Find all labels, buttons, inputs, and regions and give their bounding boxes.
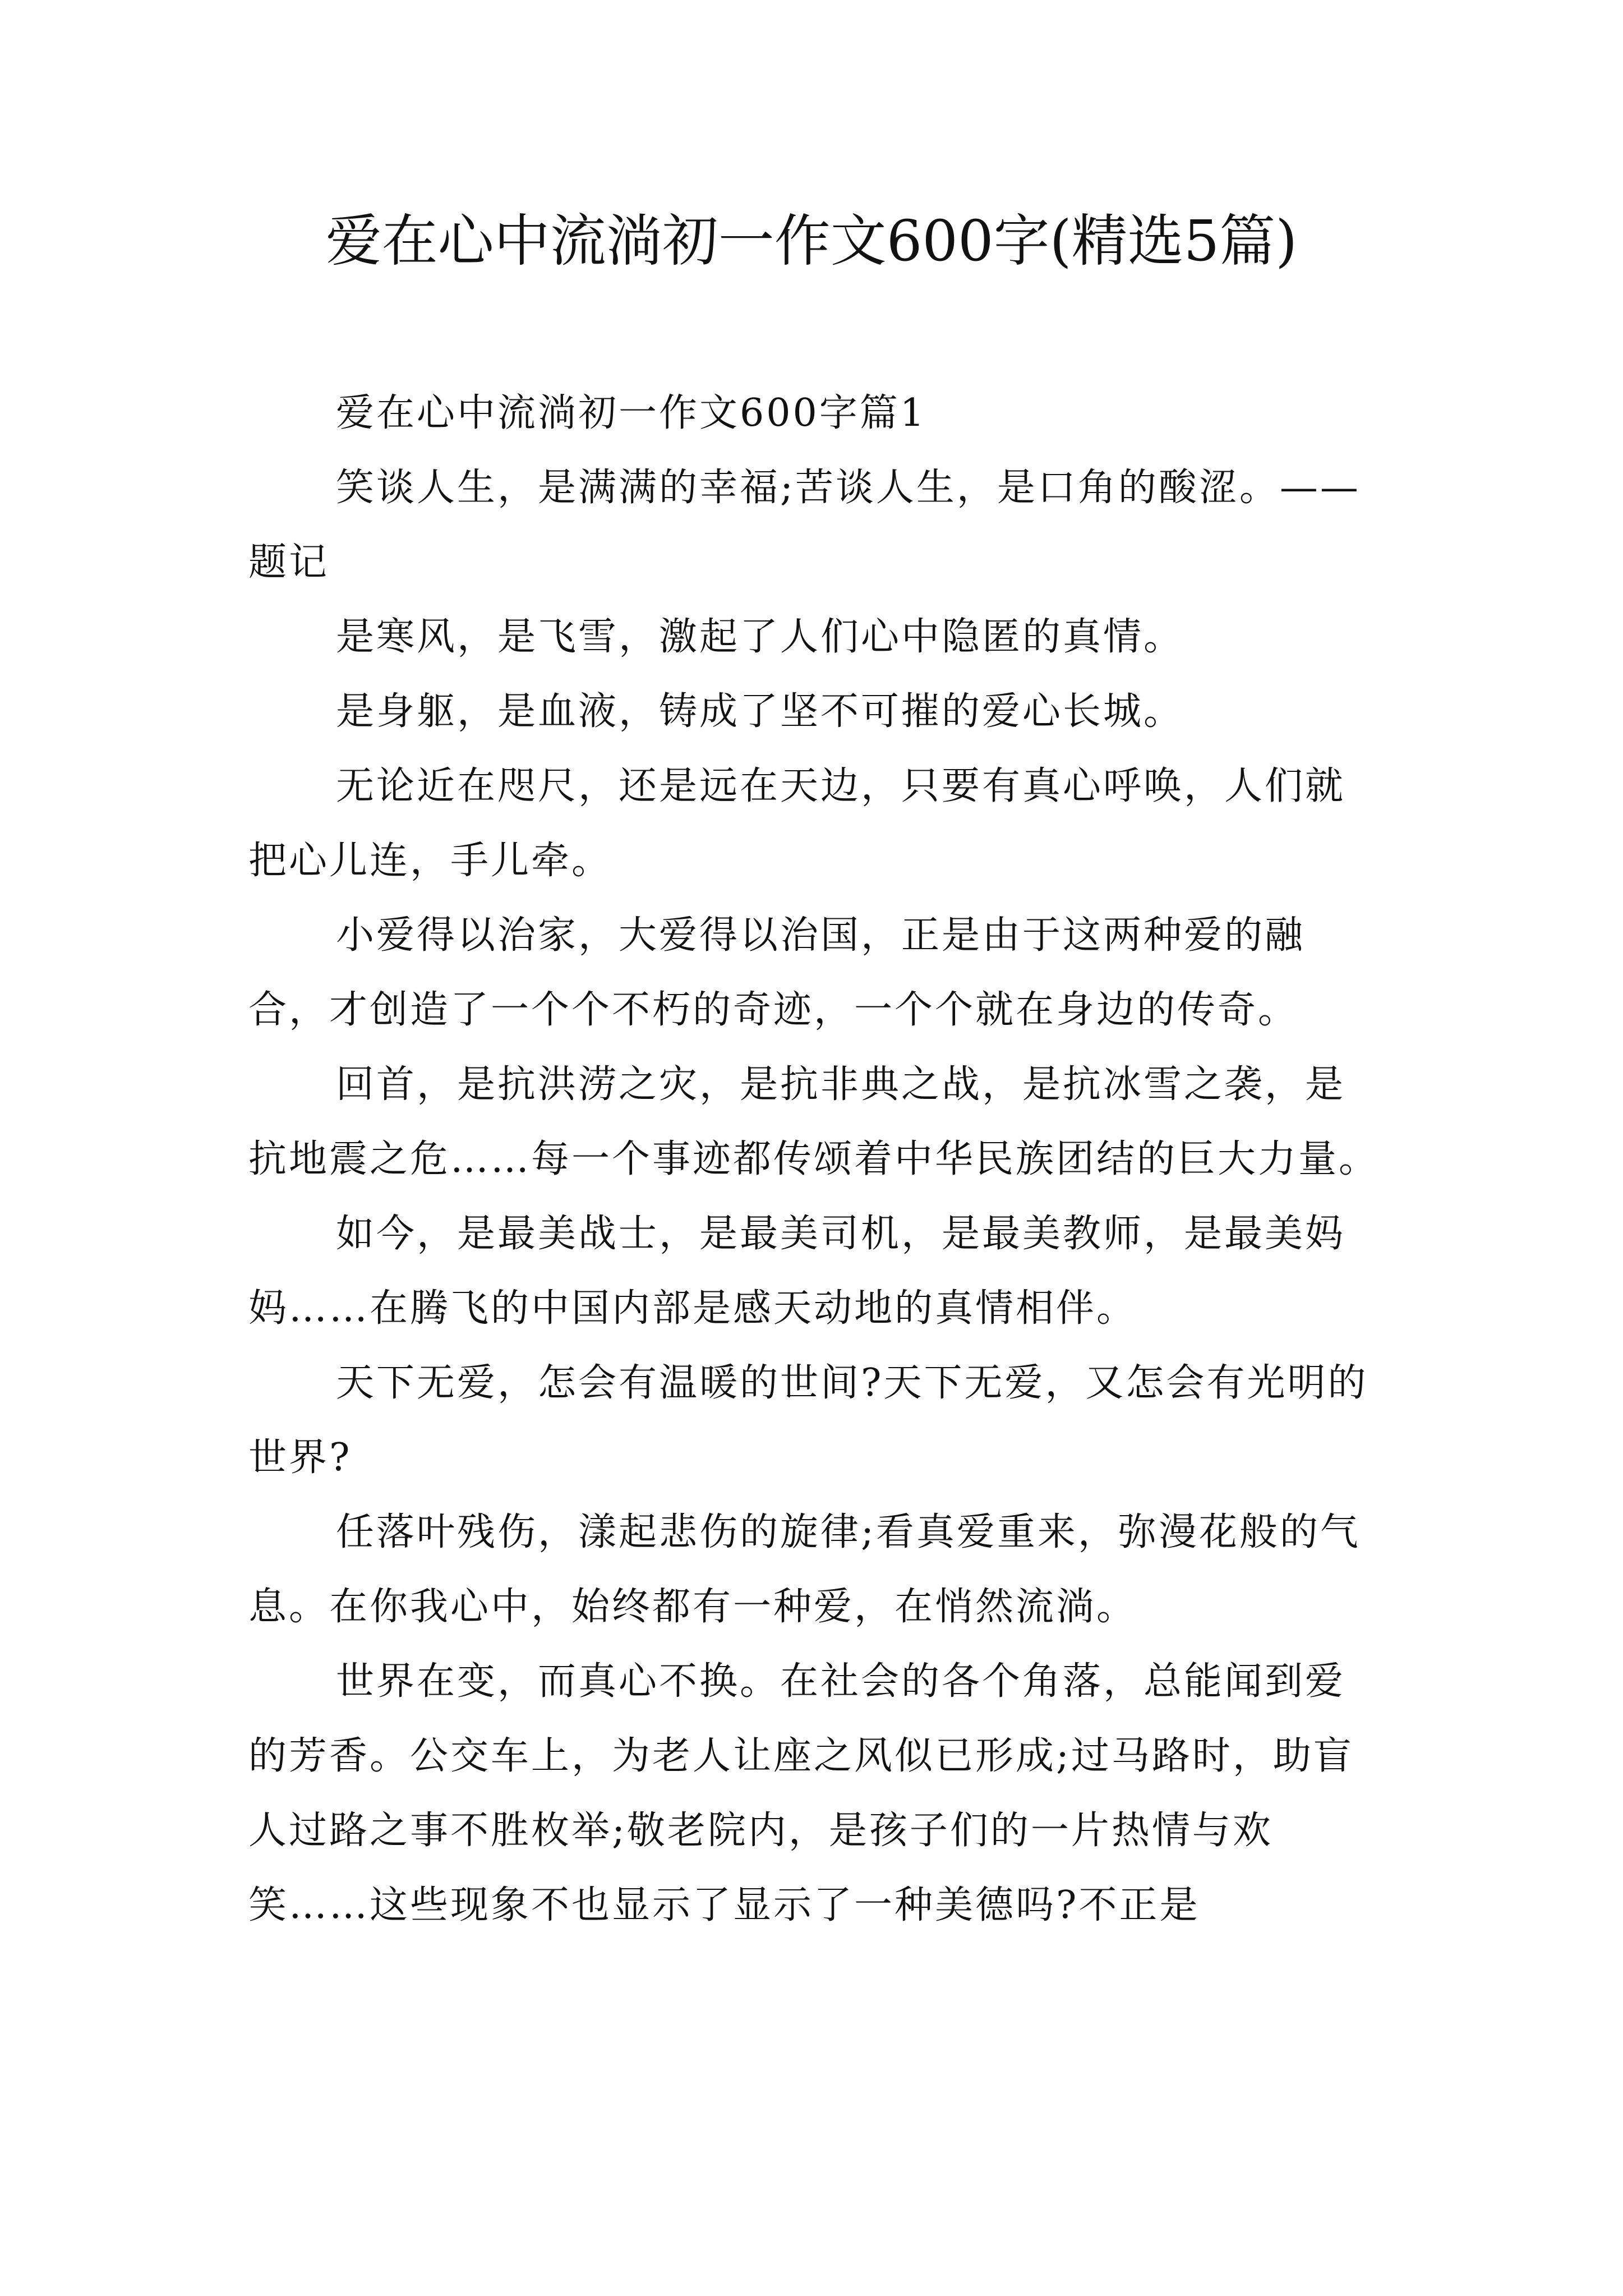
- paragraph: 任落叶残伤，漾起悲伤的旋律;看真爱重来，弥漫花般的气息。在你我心中，始终都有一种爱，在悄然流淌。: [248, 1510, 1361, 1629]
- paragraph: 是寒风，是飞雪，激起了人们心中隐匿的真情。: [336, 615, 1184, 659]
- paragraph: 是身躯，是血液，铸成了坚不可摧的爱心长城。: [336, 689, 1184, 734]
- document-title: 爱在心中流淌初一作文600字(精选5篇): [325, 208, 1298, 274]
- paragraph: 笑谈人生，是满满的幸福;苦谈人生，是口角的酸涩。——题记: [248, 466, 1361, 585]
- paragraph: 如今，是最美战士，是最美司机，是最美教师，是最美妈妈……在腾飞的中国内部是感天动地的真情相伴。: [248, 1212, 1346, 1331]
- paragraph: 回首，是抗洪涝之灾，是抗非典之战，是抗冰雪之袭，是抗地震之危……每一个事迹都传颂着中华民族团结的巨大力量。: [248, 1062, 1380, 1181]
- section-heading: 爱在心中流淌初一作文600字篇1: [336, 391, 927, 435]
- paragraph: 小爱得以治家，大爱得以治国，正是由于这两种爱的融合，才创造了一个个不朽的奇迹，一个个就在身边的传奇。: [248, 913, 1306, 1032]
- document-body: [248, 376, 1384, 1943]
- paragraph: 世界在变，而真心不换。在社会的各个角落，总能闻到爱的芳香。公交车上，为老人让座之风似已形成;过马路时，助盲人过路之事不胜枚举;敬老院内，是孩子们的一片热情与欢笑……这些现象不也显示了显示了一种美德吗?不正是: [248, 1659, 1354, 1927]
- paragraph: 天下无爱，怎会有温暖的世间?天下无爱，又怎会有光明的世界?: [248, 1361, 1368, 1480]
- paragraph: 无论近在咫尺，还是远在天边，只要有真心呼唤，人们就把心儿连，手儿牵。: [248, 764, 1346, 883]
